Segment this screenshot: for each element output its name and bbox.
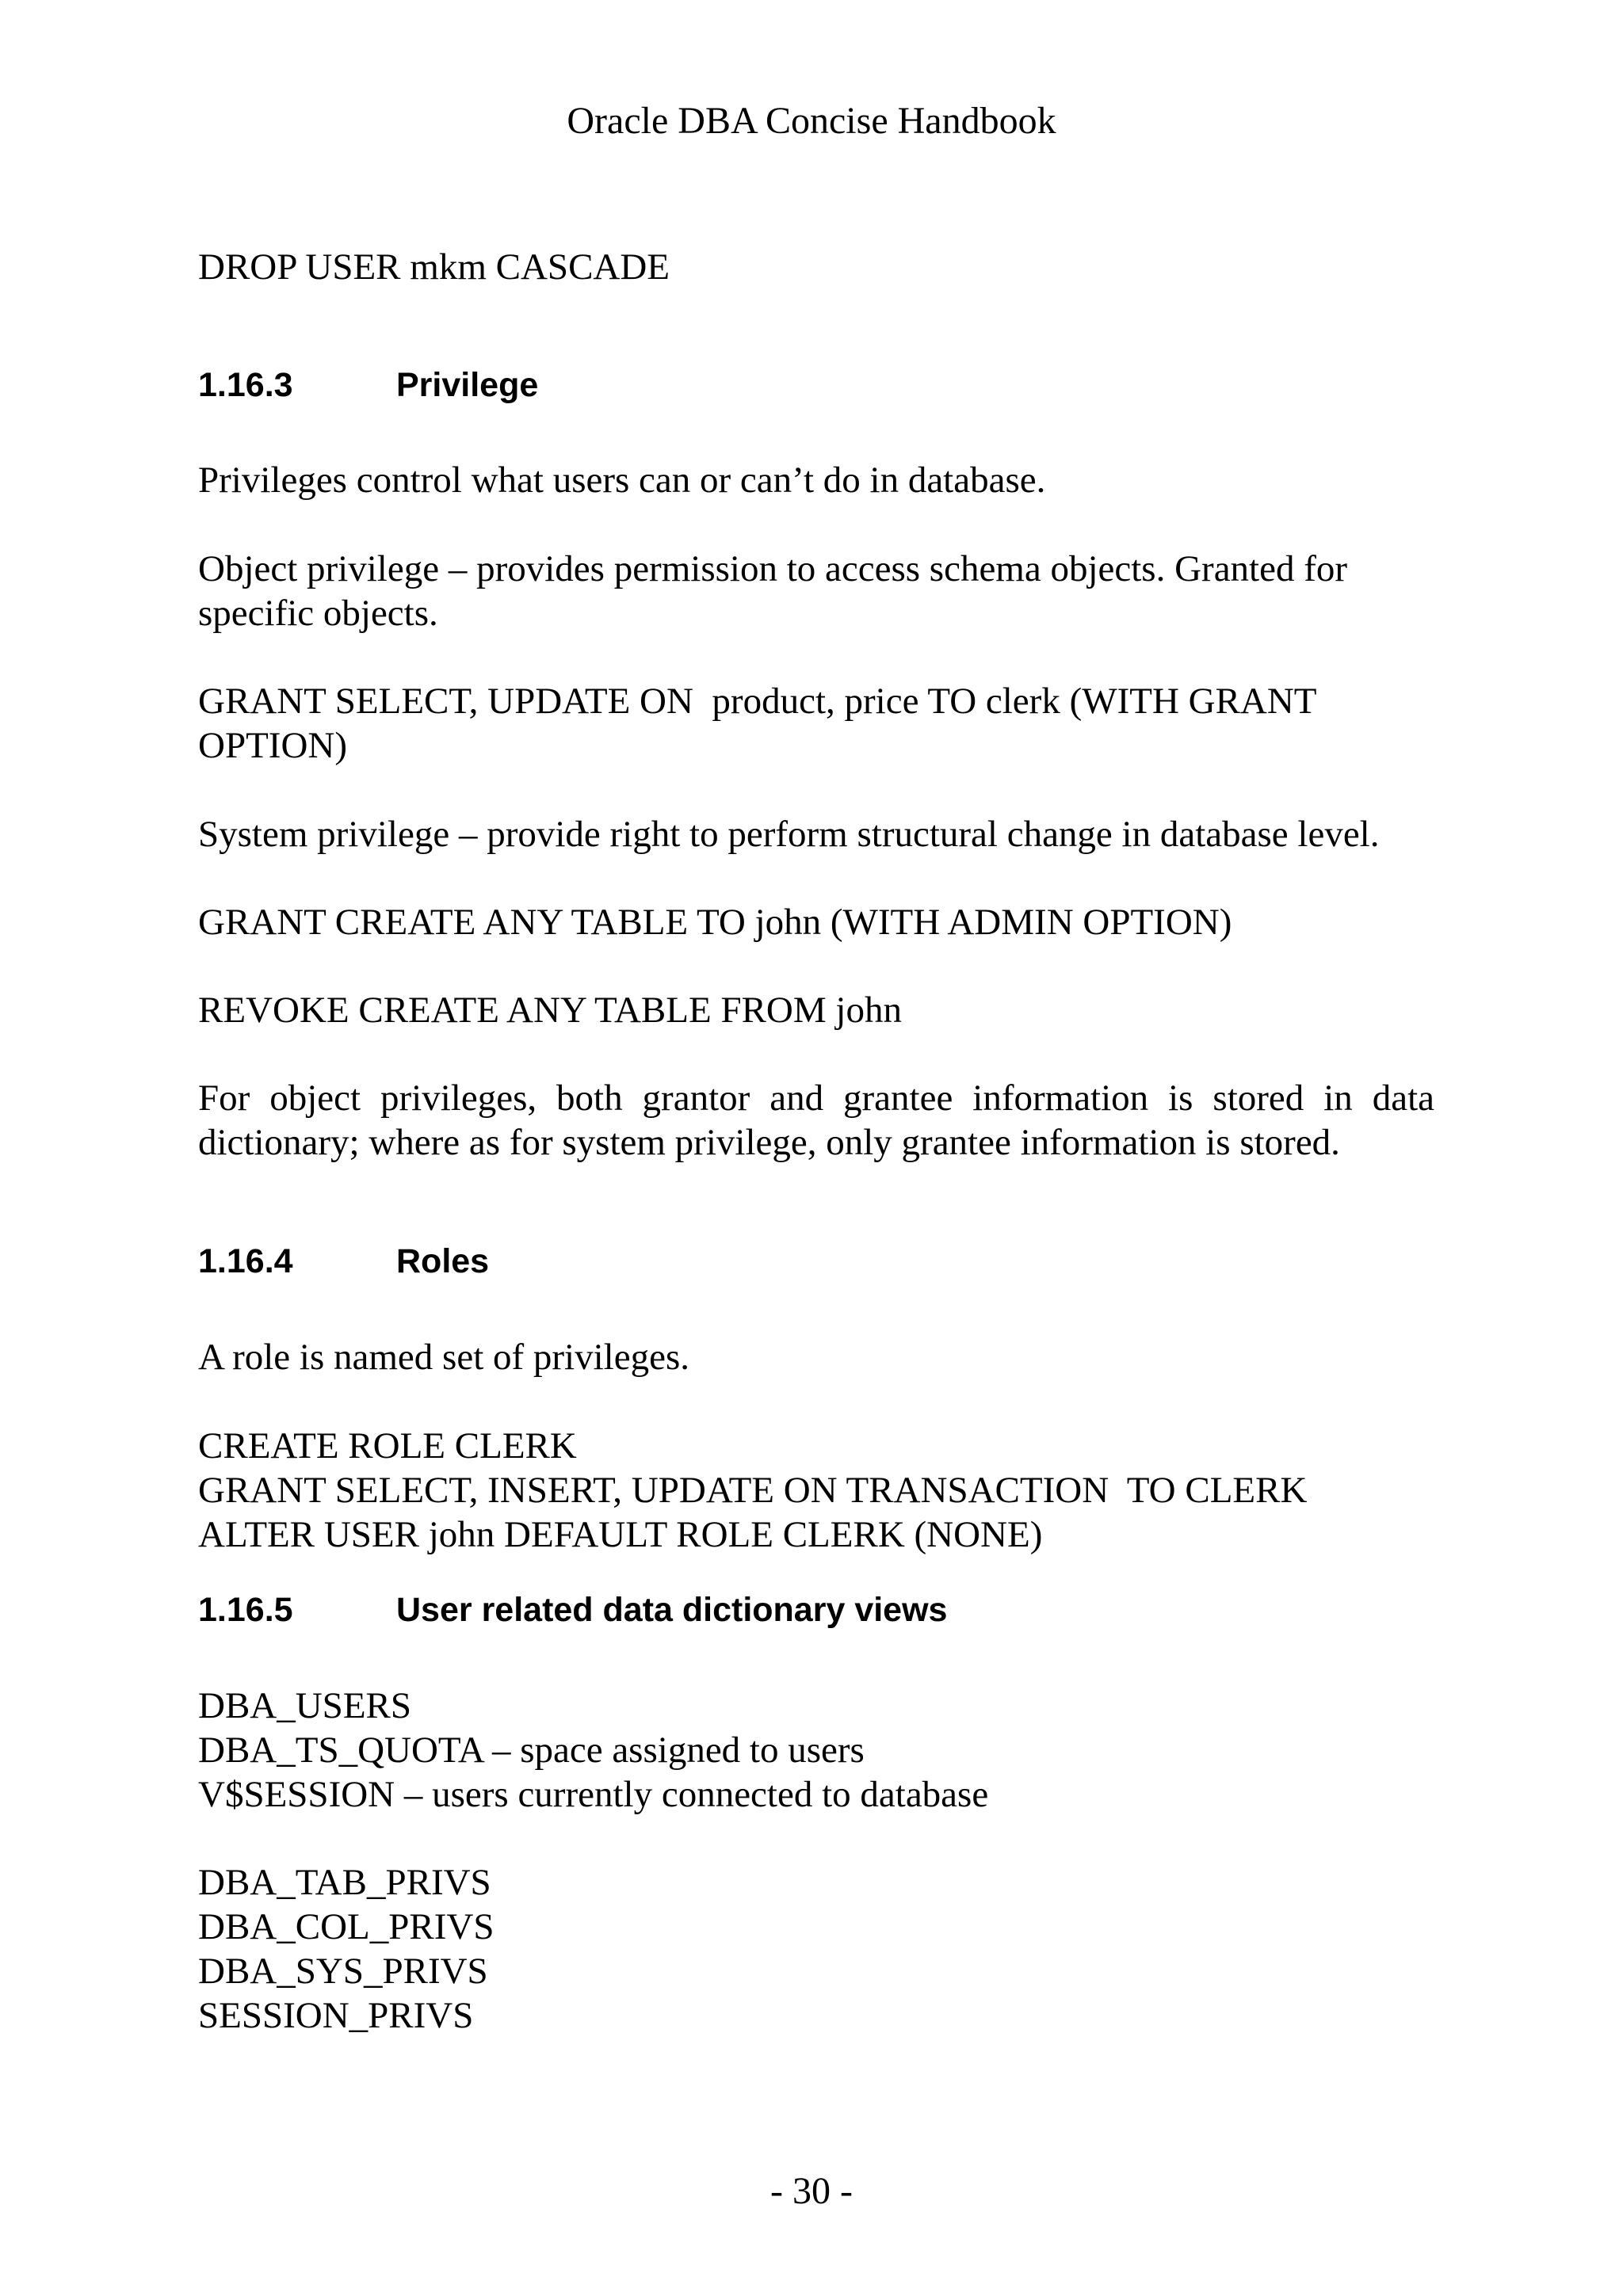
- grant-create-statement: GRANT CREATE ANY TABLE TO john (WITH ADMIN OPTION): [198, 902, 1232, 943]
- roles-code-block: [198, 1424, 1434, 1557]
- views-list-group-2: [198, 1860, 1434, 2038]
- view-name: DBA_SYS_PRIVS: [198, 1951, 488, 1992]
- code-line: ALTER USER john DEFAULT ROLE CLERK (NONE): [198, 1514, 1043, 1555]
- text-line: specific objects.: [198, 593, 438, 634]
- privilege-intro: Privileges control what users can or can’t do in database.: [198, 460, 1046, 501]
- revoke-create-statement: REVOKE CREATE ANY TABLE FROM john: [198, 990, 902, 1031]
- section-heading-views: [198, 1589, 1434, 1630]
- code-line: GRANT SELECT, INSERT, UPDATE ON TRANSACTION TO CLERK: [198, 1470, 1308, 1511]
- code-line: GRANT SELECT, UPDATE ON product, price TO clerk (WITH GRANT: [198, 681, 1317, 722]
- section-number: 1.16.4: [198, 1242, 293, 1280]
- section-title: User related data dictionary views: [396, 1591, 948, 1629]
- text-line: Object privilege – provides permission to access schema objects. Granted for: [198, 548, 1348, 589]
- drop-user-statement: DROP USER mkm CASCADE: [198, 246, 670, 288]
- view-name: DBA_TAB_PRIVS: [198, 1862, 491, 1903]
- grant-select-statement: [198, 679, 1434, 768]
- section-number: 1.16.5: [198, 1591, 293, 1629]
- dictionary-note-paragraph: For object privileges, both grantor and grantee information is stored in data dictionary; where as for system privilege, only grantee information is stored.: [198, 1077, 1434, 1163]
- page-number: - 30 -: [770, 2170, 853, 2212]
- section-title: Roles: [396, 1242, 490, 1280]
- object-privilege-paragraph: [198, 547, 1434, 635]
- code-line: CREATE ROLE CLERK: [198, 1425, 577, 1466]
- view-name: DBA_TS_QUOTA – space assigned to users: [198, 1730, 865, 1771]
- section-heading-privilege: [198, 364, 1434, 406]
- view-name: DBA_COL_PRIVS: [198, 1906, 495, 1947]
- section-title: Privilege: [396, 366, 539, 404]
- system-privilege-paragraph: System privilege – provide right to perform structural change in database level.: [198, 814, 1380, 855]
- view-name: V$SESSION – users currently connected to database: [198, 1774, 989, 1815]
- view-name: DBA_USERS: [198, 1685, 412, 1726]
- views-list-group-1: [198, 1684, 1434, 1817]
- page-header-title: Oracle DBA Concise Handbook: [567, 100, 1056, 142]
- section-number: 1.16.3: [198, 366, 293, 404]
- view-name: SESSION_PRIVS: [198, 1995, 474, 2036]
- section-heading-roles: [198, 1241, 1434, 1282]
- code-line: OPTION): [198, 725, 347, 766]
- roles-intro: A role is named set of privileges.: [198, 1337, 689, 1378]
